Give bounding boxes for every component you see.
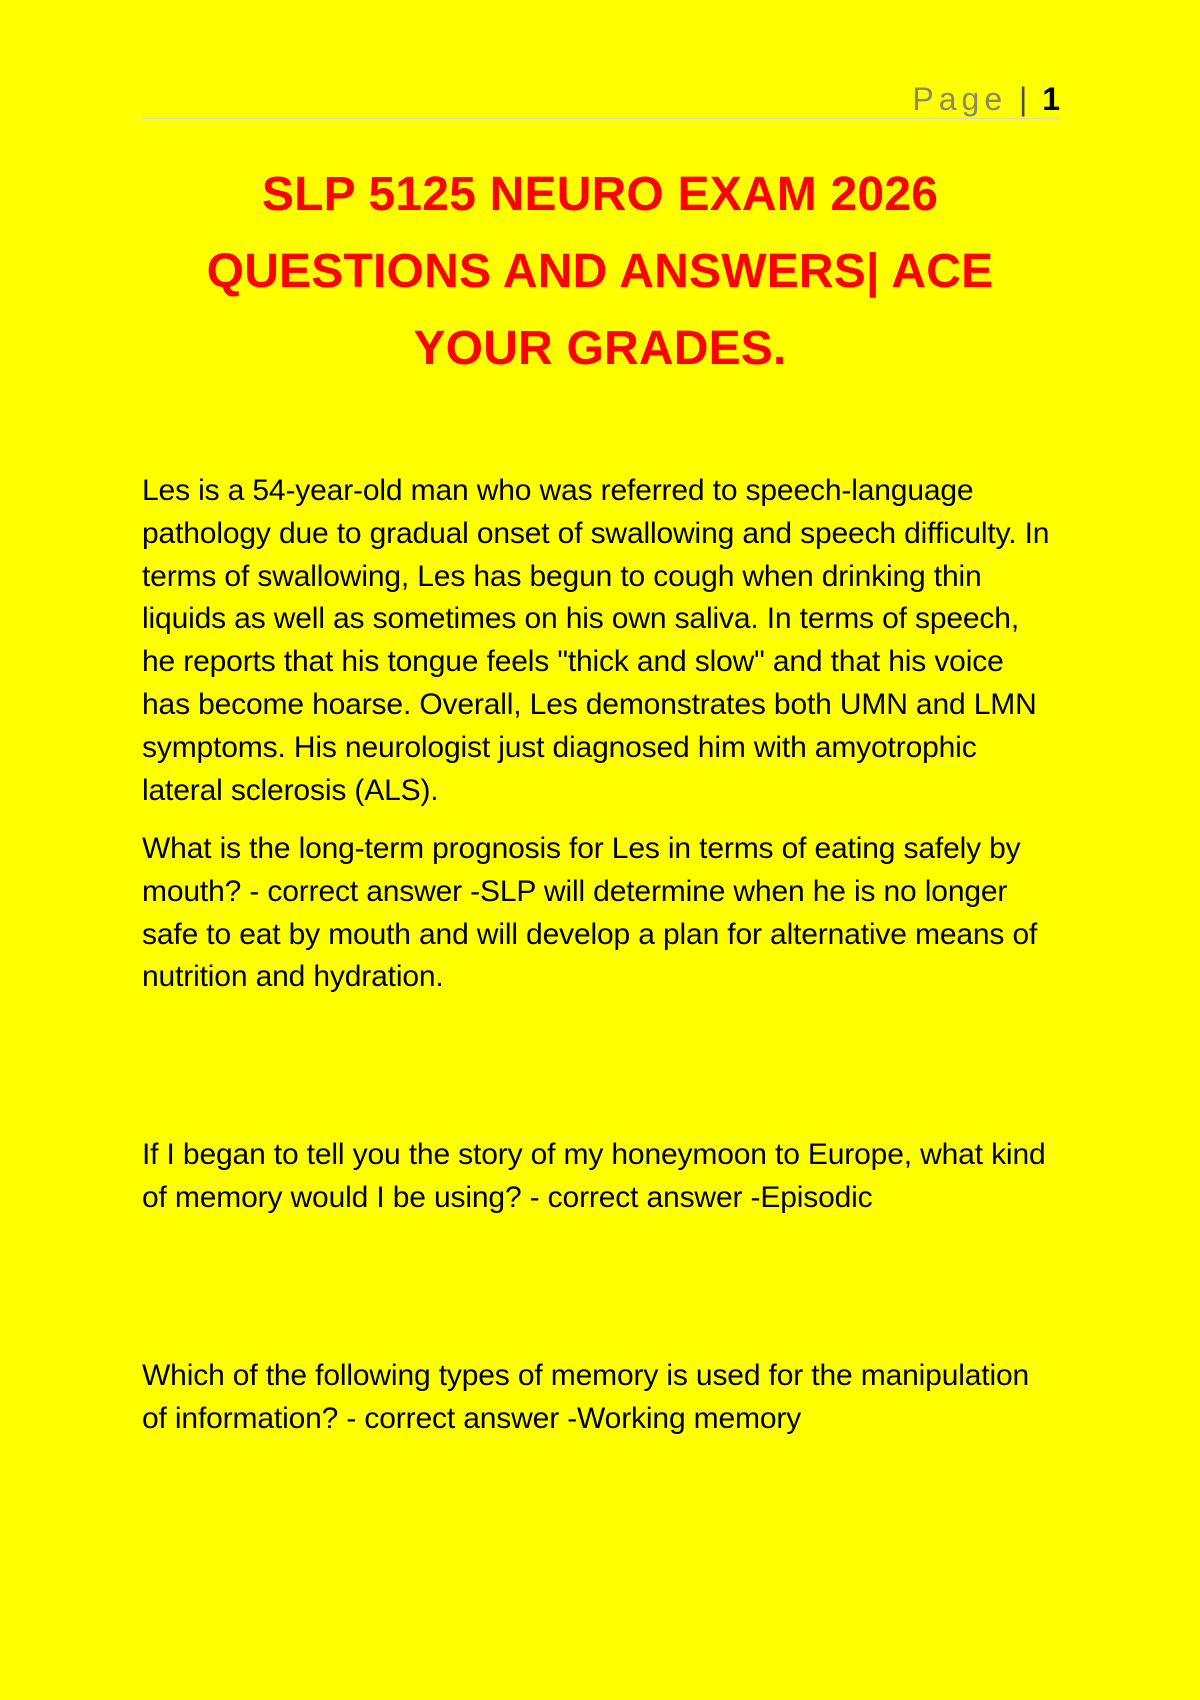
page-number-label bbox=[912, 79, 1060, 119]
question-answer-paragraph: Which of the following types of memory is used for the manipulation of information? - correct answer -Working memory bbox=[142, 1359, 1030, 1435]
question-answer-paragraph: If I began to tell you the story of my honeymoon to Europe, what kind of memory would I be using? - correct answer -Episodic bbox=[142, 1138, 1046, 1214]
case-description-paragraph: Les is a 54-year-old man who was referred to speech-language pathology due to gradual onset of swallowing and speech difficulty. In terms of swallowing, Les has begun to cough when drinking thin liquids as well as sometimes on his own saliva. In terms of speech, he reports that his tongue feels "thick and slow" and that his voice has become hoarse. Overall, Les demonstrates both UMN and LMN symptoms. His neurologist just diagnosed him with amyotrophic lateral sclerosis (ALS). bbox=[142, 474, 1050, 807]
page-number: 1 bbox=[1042, 81, 1060, 117]
page-header bbox=[142, 74, 1060, 119]
page-word: Page bbox=[912, 81, 1008, 117]
page-separator: | bbox=[1019, 81, 1028, 117]
document-title: SLP 5125 NEURO EXAM 2026 QUESTIONS AND ANSWERS| ACE YOUR GRADES. bbox=[206, 168, 994, 375]
question-answer-paragraph: What is the long-term prognosis for Les in terms of eating safely by mouth? - correct answer -SLP will determine when he is no longer safe to eat by mouth and will develop a plan for alternative means of nutrition and hydration. bbox=[142, 832, 1038, 994]
